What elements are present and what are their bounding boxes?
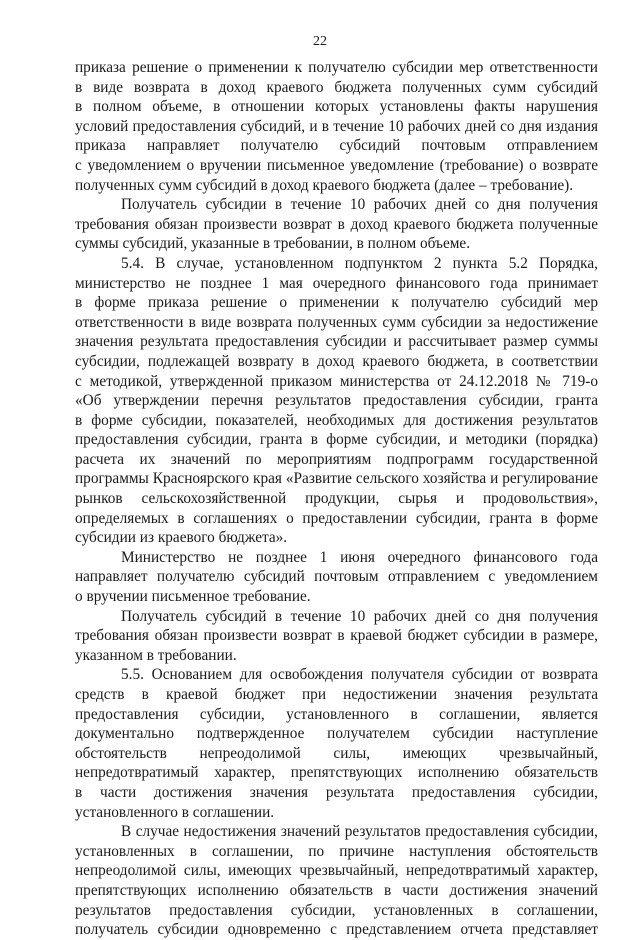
text-line: приказа решение о применении к получателю субсидии мер ответственности: [75, 59, 598, 76]
paragraph-5: [75, 607, 598, 666]
text-line: условий предоставления субсидий, и в течение 10 рабочих дней со дня издания: [75, 117, 598, 135]
text-line: субсидии из краевого бюджета».: [75, 529, 288, 547]
text-line: субсидии, подлежащей возврату в доход краевого бюджета, в соответствии: [75, 352, 598, 370]
text-line: требования обязан произвести возврат в краевой бюджет субсидии в размере,: [75, 627, 598, 645]
text-line: установленного в соглашении.: [75, 803, 275, 821]
text-line: В случае недостижения значений результатов предоставления субсидии,: [121, 823, 598, 841]
paragraph-3: [75, 254, 598, 548]
paragraph-1: [75, 58, 598, 195]
text-line: Получатель субсидий в течение 10 рабочих дней со дня получения: [121, 607, 598, 625]
text-line: в форме субсидии, показателей, необходимых для достижения результатов: [75, 411, 598, 429]
text-line: суммы субсидий, указанные в требовании, в полном объеме.: [75, 235, 471, 253]
text-line: значения результата предоставления субсидии и рассчитывает размер суммы: [75, 333, 598, 351]
text-line: о вручении письменное требование.: [75, 588, 311, 606]
text-line: требования обязан произвести возврат в доход краевого бюджета полученные: [75, 215, 598, 233]
text-line: полученных сумм субсидий в доход краевого бюджета (далее – требование).: [75, 176, 574, 194]
text-line: непреодолимой силы, имеющих чрезвычайный, непредотвратимый характер,: [75, 862, 598, 880]
text-line: ответственности в виде возврата полученных сумм субсидии за недостижение: [75, 313, 598, 331]
text-line: министерство не позднее 1 мая очередного финансового года принимает: [75, 274, 598, 292]
paragraph-7: [75, 822, 598, 940]
text-line: получатель субсидии одновременно с представлением отчета представляет: [75, 921, 598, 939]
text-line: 5.5. Основанием для освобождения получателя субсидии от возврата: [121, 666, 598, 684]
text-line: рынков сельскохозяйственной продукции, сырья и продовольствия»,: [75, 490, 598, 508]
text-line: непредотвратимый характер, препятствующих исполнению обязательств: [75, 764, 598, 782]
text-line: «Об утверждении перечня результатов предоставления субсидии, гранта: [75, 392, 598, 410]
text-line: в полном объеме, в отношении которых установлены факты нарушения: [75, 98, 598, 116]
text-line: в части достижения значения результата предоставления субсидии,: [75, 783, 598, 801]
text-line: Министерство не позднее 1 июня очередного финансового года: [121, 548, 598, 566]
text-line: препятствующих исполнению обязательств в части достижения значений: [75, 881, 598, 899]
text-line: установленных в соглашении, по причине наступления обстоятельств: [75, 842, 598, 860]
paragraph-4: [75, 548, 598, 607]
paragraph-2: [75, 195, 598, 254]
text-line: предоставления субсидии, установленного в соглашении, является: [75, 705, 598, 723]
text-line: предоставления субсидии, гранта в форме субсидии, и методики (порядка): [75, 431, 598, 449]
paragraph-6: [75, 665, 598, 822]
text-line: расчета их значений по мероприятиям подпрограмм государственной: [75, 450, 598, 468]
text-line: средств в краевой бюджет при недостижении значения результата: [75, 686, 598, 703]
text-line: программы Красноярского края «Развитие сельского хозяйства и регулирование: [75, 470, 598, 488]
text-line: указанном в требовании.: [75, 646, 237, 664]
text-line: определяемых в соглашениях о предоставлении субсидии, гранта в форме: [75, 509, 598, 527]
document-body: [75, 58, 598, 940]
text-line: результатов предоставления субсидии, установленных в соглашении,: [75, 901, 598, 919]
text-line: с уведомлением о вручении письменное уведомление (требование) о возврате: [75, 156, 598, 174]
text-line: в виде возврата в доход краевого бюджета полученных сумм субсидий: [75, 78, 598, 96]
text-line: приказа направляет получателю субсидий почтовым отправлением: [75, 137, 598, 155]
text-line: Получатель субсидии в течение 10 рабочих дней со дня получения: [121, 196, 598, 214]
text-line: направляет получателю субсидий почтовым отправлением с уведомлением: [75, 568, 598, 586]
text-line: 5.4. В случае, установленном подпунктом 2 пункта 5.2 Порядка,: [121, 254, 598, 272]
text-line: с методикой, утвержденной приказом министерства от 24.12.2018 № 719-о: [75, 372, 598, 390]
text-line: документально подтвержденное получателем субсидии наступление: [75, 725, 598, 743]
text-line: в форме приказа решение о применении к получателю субсидий мер: [75, 294, 598, 312]
page-number: 22: [313, 34, 327, 49]
text-line: обстоятельств непреодолимой силы, имеющих чрезвычайный,: [75, 744, 598, 762]
